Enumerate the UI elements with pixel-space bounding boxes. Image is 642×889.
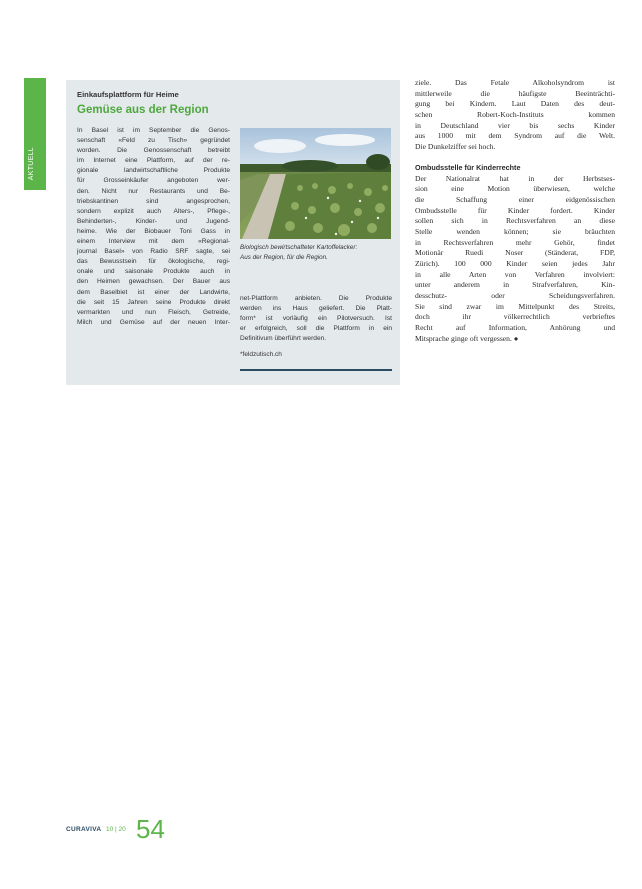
text-line: Die Dunkelziffer sei hoch. [415,142,496,152]
text-line: den. Nicht nur Restaurants und Be- [77,187,230,195]
text-line: net-Plattform anbieten. Die Produkte [240,295,392,302]
text-line: Stelle wenden können; sie bräuchten [415,226,615,236]
text-line: im Internet eine Plattform, auf der re- [77,157,230,165]
text-line: dem Baselbiet ist einer der Landwirte, [77,288,230,296]
text-line: sollen sich in Rechtsverfahren an diese [415,216,615,226]
text-line: Zürich). 100 000 Kinder seien jedes Jahr [415,259,615,268]
text-line: in alle Arten von Verfahren involviert: [415,269,615,279]
caption-line: Biologisch bewirtschafteter Kartoffelacker: [240,244,358,251]
text-line: er erfolgreich, soll die Plattform in ein [240,325,392,333]
text-line: sion eine Motion überwiesen, welche [415,184,615,194]
text-line: Definitivum überführt werden. [240,335,327,343]
text-line: in Rechtsverfahren mehr Gehör, findet [415,237,615,247]
text-line: Ombudsstelle für Kinder fordert. Kinder [415,205,615,215]
text-line: In Basel ist im September die Genos- [77,127,230,134]
info-box [66,80,400,385]
box-column-2 [240,294,392,344]
text-line: in Deutschland vier bis sechs Kinder [415,120,615,130]
text-line: mittlerweile die häufigste Beeinträchti- [415,88,615,98]
text-line: form* ist vorläufig ein Pilotversuch. Ist [240,315,392,323]
issue-number: 10 | 20 [106,826,126,833]
text-line: triebskantinen sind angesprochen, [77,197,230,205]
text-line: gionale landwirtschaftliche Produkte [77,167,230,175]
text-line: onale und saisonale Produkte auch in [77,268,230,276]
text-line: Milch und Gemüse auf der neuen Inter- [77,318,230,326]
text-line: journal Basel» von Radio SRF sagte, sei [77,248,230,256]
subheading: Ombudsstelle für Kinderrechte [415,162,521,172]
text-line: Sie sind zwar im Mittelpunkt des Streits, [415,301,615,311]
text-line: werden ins Haus geliefert. Die Platt- [240,305,392,313]
text-line: schen Robert-Koch-Instituts kommen [415,110,615,120]
text-line: senschaft «Feld zu Tisch» gegründet [77,137,230,145]
text-line: das Bewusstsein für ökologische, regi- [77,258,230,266]
text-line: worden. Die Genossenschaft betreibt [77,147,230,155]
text-line: vermarkten und nun Fleisch, Getreide, [77,308,230,316]
potato-field-photo [240,128,391,239]
text-line: den Heimen gewachsen. Der Bauer aus [77,278,230,286]
box-footnote: *feldzutisch.ch [240,351,282,358]
text-line: heime. Wie der Biobauer Toni Gass in [77,227,230,235]
text-line: desschutz- oder Scheidungsverfahren. [415,291,615,301]
text-line: Der Nationalrat hat in der Herbstses- [415,173,615,183]
text-line: Recht auf Information, Anhörung und [415,323,615,333]
text-line: gung bei Kindern. Laut Daten des deut- [415,99,615,109]
text-line: Behinderten-, Kinder- und Jugend- [77,217,230,225]
box-column-1 [77,126,230,328]
section-tab [24,78,46,190]
photo-caption [240,243,392,262]
text-line: unter anderem in Strafverfahren, Kin- [415,280,615,290]
caption-line: Aus der Region, für die Region. [240,253,328,261]
box-headline: Gemüse aus der Region [77,104,209,116]
text-line: aus 1000 mit dem Syndrom auf die Welt. [415,131,615,141]
text-line: sondern explizit auch Alters-, Pflege-, [77,207,230,215]
text-line: doch ihr völkerrechtlich verbrieftes [415,312,615,322]
page-number: 54 [136,814,165,844]
text-line: für Grosseinkäufer angeboten wer- [77,177,230,185]
text-line: die seit 15 Jahren seine Produkte direkt [77,298,230,306]
magazine-brand: CURAVIVA [66,826,102,833]
box-rule [240,369,392,371]
text-line: Mitsprache ginge oft vergessen. ● [415,333,519,343]
text-line: die Schaffung einer eidgenössischen [415,194,615,204]
section-tab-label: AKTUELL [28,146,35,180]
box-kicker: Einkaufsplattform für Heime [77,90,179,99]
right-column [415,78,615,345]
page-footer [66,814,206,844]
text-line: ziele. Das Fetale Alkoholsyndrom ist [415,78,615,87]
text-line: Motionär Ruedi Noser (Ständerat, FDP, [415,248,615,258]
text-line: einem Interview mit dem «Regional- [77,238,230,246]
